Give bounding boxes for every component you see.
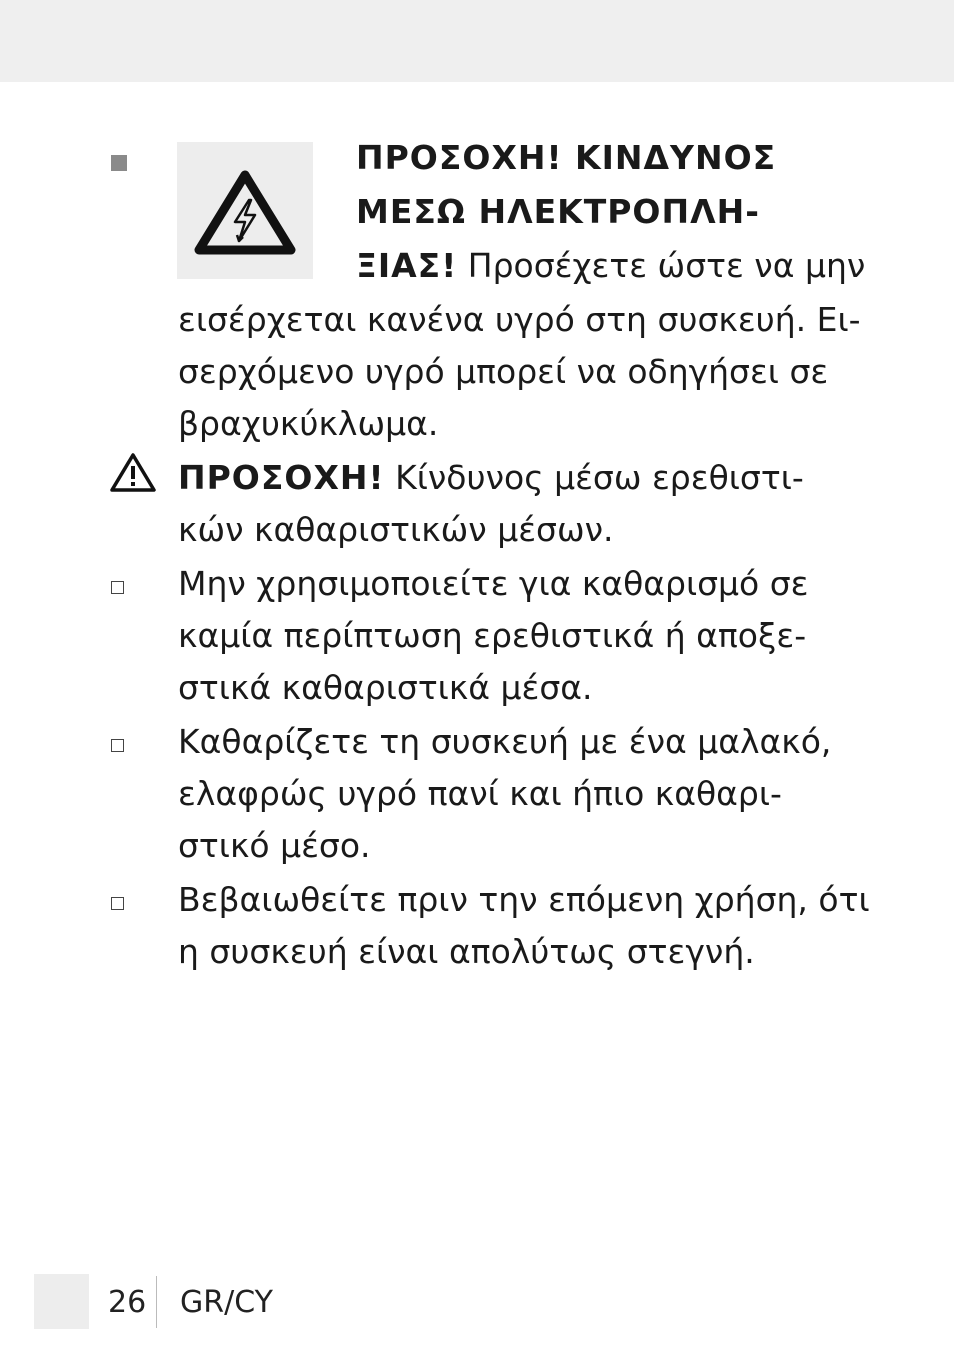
caution-line-1: ΠΡΟΣΟΧΗ! Κίνδυνος μέσω ερεθιστι- <box>178 458 804 497</box>
checkbox-bullet-icon <box>111 897 124 910</box>
caution-line-2: κών καθαριστικών μέσων. <box>178 510 614 549</box>
step-line: ελαφρώς υγρό πανί και ήπιο καθαρι- <box>178 774 782 813</box>
region-code: GR/CY <box>180 1285 273 1320</box>
warning-triangle-icon <box>109 451 157 497</box>
step-line: στικά καθαριστικά μέσα. <box>178 668 593 707</box>
warning-title-line-1: ΠΡΟΣΟΧΗ! ΚΙΝΔΥΝΟΣ <box>356 138 777 177</box>
top-band <box>0 0 954 82</box>
warning-text-line: εισέρχεται κανένα υγρό στη συσκευή. Ει- <box>178 300 861 339</box>
footer-marker <box>34 1274 89 1329</box>
high-voltage-warning-icon <box>177 142 313 279</box>
warning-text-line: βραχυκύκλωμα. <box>178 404 439 443</box>
warning-text-line: σερχόμενο υγρό μπορεί να οδηγήσει σε <box>178 352 829 391</box>
step-line: καμία περίπτωση ερεθιστικά ή αποξε- <box>178 616 807 655</box>
warning-title-line-3: ΞΙΑΣ! Προσέχετε ώστε να μην <box>356 246 866 285</box>
step-line: Μην χρησιμοποιείτε για καθαρισμό σε <box>178 564 809 603</box>
step-line: Καθαρίζετε τη συσκευή με ένα μαλακό, <box>178 722 832 761</box>
bullet-square-icon <box>111 155 127 171</box>
step-line: Βεβαιωθείτε πριν την επόμενη χρήση, ότι <box>178 880 870 919</box>
checkbox-bullet-icon <box>111 581 124 594</box>
checkbox-bullet-icon <box>111 739 124 752</box>
step-line: στικό μέσο. <box>178 826 371 865</box>
footer-divider <box>156 1276 157 1328</box>
step-line: η συσκευή είναι απολύτως στεγνή. <box>178 932 755 971</box>
warning-title-line-2: ΜΕΣΩ ΗΛΕΚΤΡΟΠΛΗ- <box>356 192 760 231</box>
page-number: 26 <box>108 1285 147 1320</box>
